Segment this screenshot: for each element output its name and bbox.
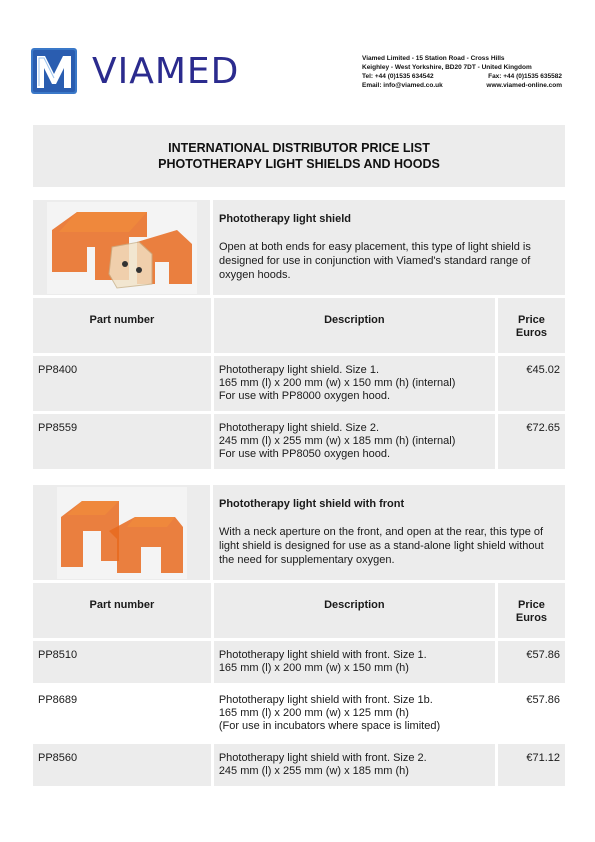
product-description: Phototherapy light shield. Size 2. 245 mm (l) x 255 mm (w) x 185 mm (h) (internal) For use with PP8050 oxygen hood. [214,414,495,469]
table-row [33,414,565,469]
table-row [33,686,565,741]
contact-address-line1: Viamed Limited - 15 Station Road - Cross Hills [362,55,505,62]
table-header-row [33,583,565,638]
contact-web[interactable]: www.viamed-online.com [486,82,562,89]
table-row [33,356,565,411]
price-table-light-shield-front [30,580,568,789]
column-header-price: Price Euros [498,583,565,638]
part-number: PP8510 [33,641,211,683]
section-description: Open at both ends for easy placement, this type of light shield is designed for use in conjunction with Viamed's standard range of oxygen hoods. [219,241,531,281]
page-title [33,125,565,187]
product-description: Phototherapy light shield with front. Size 1b. 165 mm (l) x 200 mm (w) x 125 mm (h) (For use in incubators where space is limited) [214,686,495,741]
price: €72.65 [498,414,565,469]
product-section-light-shield-front [33,485,565,789]
product-description: Phototherapy light shield with front. Size 2. 245 mm (l) x 255 mm (w) x 185 mm (h) [214,744,495,786]
price: €45.02 [498,356,565,411]
light-shield-front-photo [33,485,210,580]
part-number: PP8560 [33,744,211,786]
brand-name: VIAMED [92,51,240,92]
price-table-light-shield [30,295,568,472]
page-title-line1: INTERNATIONAL DISTRIBUTOR PRICE LIST [168,141,430,155]
contact-address-line2: Keighley - West Yorkshire, BD20 7DT - United Kingdom [362,64,532,71]
product-section-light-shield [33,200,565,472]
light-shield-front-intro [213,485,565,580]
contact-tel: Tel: +44 (0)1535 634542 [362,73,434,80]
column-header-price: Price Euros [498,298,565,353]
page-title-line2: PHOTOTHERAPY LIGHT SHIELDS AND HOODS [158,157,440,171]
price: €57.86 [498,641,565,683]
price: €71.12 [498,744,565,786]
table-row [33,744,565,786]
section-description: With a neck aperture on the front, and open at the rear, this type of light shield is designed for use as a stand-alone light shield without the need for supplementary oxygen. [219,526,544,566]
contact-block [362,54,562,90]
column-header-description: Description [214,298,495,353]
light-shield-photo [33,200,210,295]
part-number: PP8559 [33,414,211,469]
column-header-part: Part number [33,298,211,353]
part-number: PP8400 [33,356,211,411]
contact-fax: Fax: +44 (0)1535 635582 [488,73,562,80]
contact-email[interactable]: Email: info@viamed.co.uk [362,82,443,89]
product-description: Phototherapy light shield with front. Size 1. 165 mm (l) x 200 mm (w) x 150 mm (h) [214,641,495,683]
column-header-part: Part number [33,583,211,638]
price: €57.86 [498,686,565,741]
table-header-row [33,298,565,353]
viamed-logo-icon [31,48,77,94]
part-number: PP8689 [33,686,211,741]
column-header-description: Description [214,583,495,638]
product-description: Phototherapy light shield. Size 1. 165 mm (l) x 200 mm (w) x 150 mm (h) (internal) For use with PP8000 oxygen hood. [214,356,495,411]
section-heading: Phototherapy light shield with front [219,498,405,510]
table-row [33,641,565,683]
section-heading: Phototherapy light shield [219,213,352,225]
light-shield-intro [213,200,565,295]
